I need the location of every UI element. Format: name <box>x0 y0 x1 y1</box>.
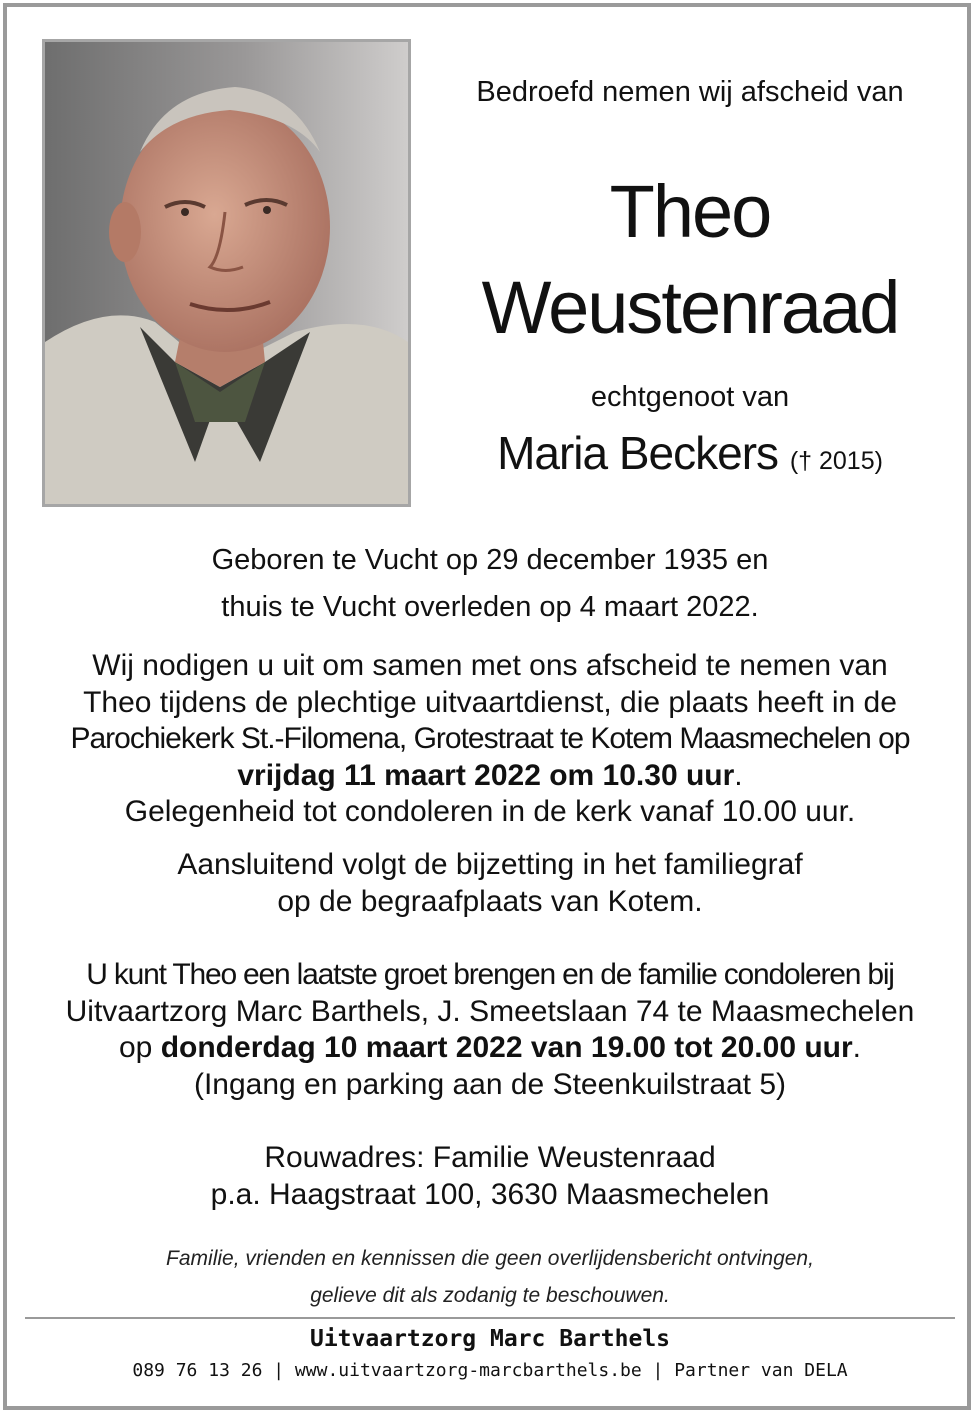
visitation-date-line <box>30 1030 950 1067</box>
birth-death-block <box>30 537 950 631</box>
service-line-2: Theo tijdens de plechtige uitvaartdienst, die plaats heeft in de <box>83 685 897 719</box>
service-date-time: vrijdag 11 maart 2022 om 10.30 uur <box>237 758 735 792</box>
service-line-3: Parochiekerk St.-Filomena, Grotestraat te Kotem Maasmechelen op <box>70 722 910 755</box>
burial-line-1: Aansluitend volgt de bijzetting in het familiegraf <box>177 848 803 881</box>
portrait-illustration <box>45 42 408 504</box>
deceased-name <box>420 164 960 356</box>
mourning-address-line-1: Rouwadres: Familie Weustenraad <box>264 1141 716 1174</box>
visitation-line-1: U kunt Theo een laatste groet brengen en de familie condoleren bij <box>86 958 894 991</box>
mourning-address-line-2: p.a. Haagstraat 100, 3630 Maasmechelen <box>210 1177 770 1211</box>
service-line-1: Wij nodigen u uit om samen met ons afscheid te nemen van <box>92 649 888 682</box>
mourning-address-block <box>30 1140 950 1213</box>
service-date-suffix: . <box>734 758 743 792</box>
service-block <box>30 648 950 831</box>
spouse-death-note: († 2015) <box>789 447 883 475</box>
service-line-5: Gelegenheid tot condoleren in de kerk vanaf 10.00 uur. <box>124 795 856 828</box>
burial-line-2: op de begraafplaats van Kotem. <box>277 884 703 918</box>
portrait-photo <box>42 39 411 507</box>
footer-divider <box>25 1317 955 1319</box>
footer-company: Uitvaartzorg Marc Barthels <box>309 1326 671 1352</box>
intro-text: Bedroefd nemen wij afscheid van <box>476 76 904 108</box>
birth-line: Geboren te Vucht op 29 december 1935 en <box>211 544 769 576</box>
notice-note <box>30 1240 950 1314</box>
spouse-name: Maria Beckers <box>497 427 779 479</box>
burial-block <box>30 847 950 920</box>
service-date-line <box>30 758 950 795</box>
footer-contact: 089 76 13 26 | www.uitvaartzorg-marcbarthels.be | Partner van DELA <box>132 1360 848 1381</box>
spouse-label: echtgenoot van <box>590 381 790 413</box>
note-line-1: Familie, vrienden en kennissen die geen overlijdensbericht ontvingen, <box>166 1247 814 1270</box>
death-line: thuis te Vucht overleden op 4 maart 2022. <box>221 591 759 623</box>
visitation-prefix: op <box>118 1031 161 1064</box>
deceased-first-name: Theo <box>609 170 771 253</box>
note-line-2: gelieve dit als zodanig te beschouwen. <box>310 1284 670 1307</box>
visitation-block <box>30 957 950 1103</box>
visitation-line-2: Uitvaartzorg Marc Barthels, J. Smeetslaan 74 te Maasmechelen <box>65 994 915 1028</box>
deceased-last-name: Weustenraad <box>481 266 899 349</box>
visitation-suffix: . <box>852 1031 862 1064</box>
visitation-date-time: donderdag 10 maart 2022 van 19.00 tot 20.00 uur <box>160 1031 853 1064</box>
spouse-line <box>420 426 960 480</box>
visitation-line-4: (Ingang en parking aan de Steenkuilstraat 5) <box>193 1067 787 1101</box>
